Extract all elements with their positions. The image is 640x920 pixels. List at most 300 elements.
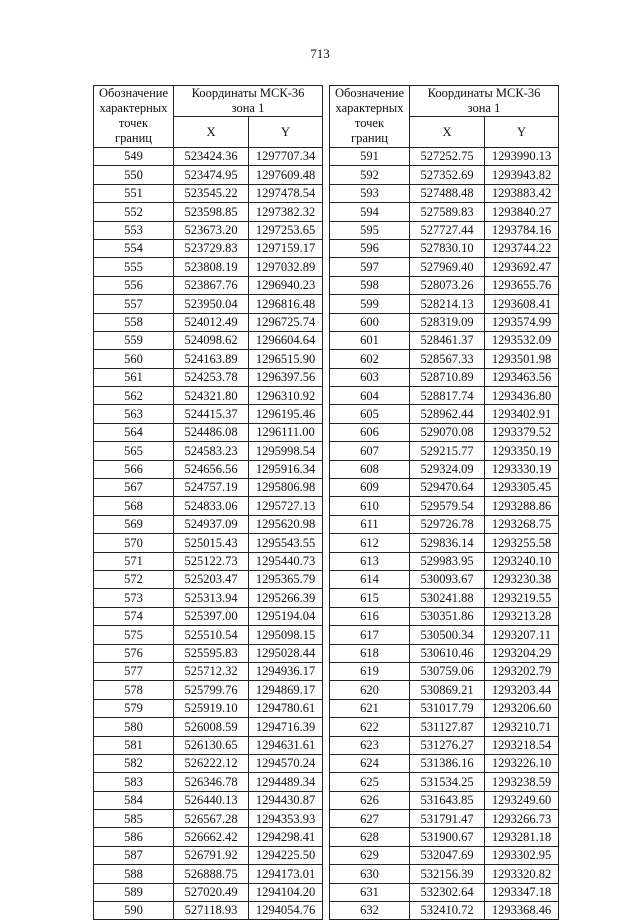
x-cell: 524656.56 [174,460,249,478]
point-id-cell: 553 [94,221,174,239]
point-id-cell: 588 [94,865,174,883]
y-cell: 1296725.74 [249,313,323,331]
y-cell: 1293204.29 [485,644,559,662]
point-id-cell: 594 [330,203,410,221]
y-cell: 1293210.71 [485,718,559,736]
y-cell: 1293206.60 [485,699,559,717]
x-cell: 524253.78 [174,368,249,386]
y-cell: 1293238.59 [485,773,559,791]
point-id-cell: 581 [94,736,174,754]
x-cell: 530241.88 [410,589,485,607]
table-row [94,515,323,533]
point-id-cell: 585 [94,810,174,828]
point-id-cell: 584 [94,791,174,809]
y-cell: 1293379.52 [485,423,559,441]
x-cell: 531643.85 [410,791,485,809]
table-row [330,331,559,349]
point-id-cell: 618 [330,644,410,662]
y-cell: 1293784.16 [485,221,559,239]
y-cell: 1296397.56 [249,368,323,386]
point-id-cell: 592 [330,166,410,184]
y-cell: 1296515.90 [249,350,323,368]
table-row [330,626,559,644]
x-cell: 527727.44 [410,221,485,239]
point-id-cell: 612 [330,534,410,552]
y-cell: 1293266.73 [485,810,559,828]
x-cell: 523950.04 [174,295,249,313]
table-row [330,313,559,331]
point-id-cell: 609 [330,479,410,497]
y-cell: 1294104.20 [249,883,323,901]
y-cell: 1293249.60 [485,791,559,809]
point-id-cell: 631 [330,883,410,901]
point-id-cell: 557 [94,295,174,313]
table-row [330,497,559,515]
point-id-cell: 596 [330,239,410,257]
y-cell: 1293226.10 [485,754,559,772]
table-row [330,350,559,368]
y-cell: 1294716.39 [249,718,323,736]
table-row [94,828,323,846]
x-cell: 524098.62 [174,331,249,349]
x-header: X [410,117,485,148]
x-cell: 526567.28 [174,810,249,828]
y-cell: 1295098.15 [249,626,323,644]
point-id-cell: 624 [330,754,410,772]
table-row [330,773,559,791]
x-cell: 525595.83 [174,644,249,662]
point-id-cell: 604 [330,387,410,405]
y-cell: 1296195.46 [249,405,323,423]
table-row [330,239,559,257]
y-cell: 1294430.87 [249,791,323,809]
table-row [94,460,323,478]
table-row [94,607,323,625]
table-row [330,810,559,828]
table-row [330,460,559,478]
x-cell: 531276.27 [410,736,485,754]
y-cell: 1293268.75 [485,515,559,533]
y-cell: 1293302.95 [485,846,559,864]
coords-header: Координаты МСК-36 зона 1 [174,86,323,117]
x-cell: 524937.09 [174,515,249,533]
y-cell: 1294570.24 [249,754,323,772]
table-row [94,865,323,883]
x-cell: 532156.39 [410,865,485,883]
y-cell: 1296940.23 [249,276,323,294]
point-id-cell: 556 [94,276,174,294]
x-cell: 525313.94 [174,589,249,607]
x-cell: 529579.54 [410,497,485,515]
point-id-cell: 602 [330,350,410,368]
x-cell: 524321.80 [174,387,249,405]
table-row [94,883,323,901]
y-cell: 1297382.32 [249,203,323,221]
point-id-cell: 619 [330,662,410,680]
table-row [94,203,323,221]
y-cell: 1295620.98 [249,515,323,533]
point-id-cell: 576 [94,644,174,662]
point-id-cell: 630 [330,865,410,883]
y-cell: 1293574.99 [485,313,559,331]
y-cell: 1297478.54 [249,184,323,202]
point-id-cell: 565 [94,442,174,460]
y-cell: 1293990.13 [485,148,559,166]
y-cell: 1296816.48 [249,295,323,313]
table-row [330,258,559,276]
table-row [94,350,323,368]
table-row [330,736,559,754]
table-row [330,644,559,662]
x-cell: 526346.78 [174,773,249,791]
point-id-cell: 629 [330,846,410,864]
point-id-cell: 597 [330,258,410,276]
x-cell: 526130.65 [174,736,249,754]
x-cell: 528567.33 [410,350,485,368]
x-cell: 529215.77 [410,442,485,460]
y-cell: 1293207.11 [485,626,559,644]
table-row [330,276,559,294]
y-cell: 1296310.92 [249,387,323,405]
point-id-cell: 603 [330,368,410,386]
point-id-cell: 549 [94,148,174,166]
coordinates-table-right [329,85,559,920]
y-cell: 1294173.01 [249,865,323,883]
table-row [330,423,559,441]
x-cell: 525015.43 [174,534,249,552]
point-id-cell: 607 [330,442,410,460]
x-cell: 531791.47 [410,810,485,828]
point-label-header: Обозначение характерных точек границ [330,86,410,148]
y-cell: 1294298.41 [249,828,323,846]
table-row [94,846,323,864]
table-row [330,883,559,901]
y-cell: 1295194.04 [249,607,323,625]
point-id-cell: 560 [94,350,174,368]
point-id-cell: 608 [330,460,410,478]
table-row [330,515,559,533]
point-id-cell: 615 [330,589,410,607]
point-label-header: Обозначение характерных точек границ [94,86,174,148]
x-cell: 528319.09 [410,313,485,331]
y-cell: 1293203.44 [485,681,559,699]
y-cell: 1294225.50 [249,846,323,864]
y-cell: 1294054.76 [249,902,323,920]
x-cell: 528214.13 [410,295,485,313]
x-cell: 532047.69 [410,846,485,864]
table-row [330,184,559,202]
table-row [330,607,559,625]
table-row [94,276,323,294]
x-cell: 524163.89 [174,350,249,368]
x-cell: 530351.86 [410,607,485,625]
x-cell: 528817.74 [410,387,485,405]
y-cell: 1293744.22 [485,239,559,257]
point-id-cell: 583 [94,773,174,791]
x-cell: 528461.37 [410,331,485,349]
x-cell: 525397.00 [174,607,249,625]
x-cell: 530500.34 [410,626,485,644]
y-cell: 1294780.61 [249,699,323,717]
x-cell: 525122.73 [174,552,249,570]
y-cell: 1293350.19 [485,442,559,460]
point-id-cell: 601 [330,331,410,349]
y-cell: 1297159.17 [249,239,323,257]
x-header: X [174,117,249,148]
point-id-cell: 599 [330,295,410,313]
point-id-cell: 621 [330,699,410,717]
table-row [330,368,559,386]
y-cell: 1293883.42 [485,184,559,202]
point-id-cell: 591 [330,148,410,166]
table-row [94,754,323,772]
y-cell: 1293368.46 [485,902,559,920]
point-id-cell: 578 [94,681,174,699]
y-cell: 1295543.55 [249,534,323,552]
point-id-cell: 611 [330,515,410,533]
x-cell: 524757.19 [174,479,249,497]
x-cell: 527020.49 [174,883,249,901]
table-row [94,718,323,736]
point-id-cell: 605 [330,405,410,423]
table-row [330,221,559,239]
table-row [94,387,323,405]
x-cell: 528962.44 [410,405,485,423]
table-row [330,405,559,423]
point-id-cell: 587 [94,846,174,864]
table-row [94,589,323,607]
x-cell: 527488.48 [410,184,485,202]
y-cell: 1295028.44 [249,644,323,662]
y-cell: 1295440.73 [249,552,323,570]
point-id-cell: 598 [330,276,410,294]
x-cell: 531900.67 [410,828,485,846]
point-id-cell: 562 [94,387,174,405]
point-id-cell: 552 [94,203,174,221]
table-row [94,368,323,386]
x-cell: 528073.26 [410,276,485,294]
point-id-cell: 593 [330,184,410,202]
point-id-cell: 617 [330,626,410,644]
table-row [94,644,323,662]
point-id-cell: 559 [94,331,174,349]
y-cell: 1295266.39 [249,589,323,607]
table-body-right [330,148,559,920]
table-row [94,773,323,791]
x-cell: 527252.75 [410,148,485,166]
x-cell: 532302.64 [410,883,485,901]
point-id-cell: 571 [94,552,174,570]
point-id-cell: 582 [94,754,174,772]
table-row [94,902,323,920]
x-cell: 532410.72 [410,902,485,920]
table-row [330,442,559,460]
y-cell: 1293347.18 [485,883,559,901]
x-cell: 523424.36 [174,148,249,166]
table-row [94,331,323,349]
point-id-cell: 620 [330,681,410,699]
y-cell: 1296604.64 [249,331,323,349]
y-cell: 1293436.80 [485,387,559,405]
point-id-cell: 622 [330,718,410,736]
y-cell: 1293240.10 [485,552,559,570]
y-cell: 1293305.45 [485,479,559,497]
x-cell: 531127.87 [410,718,485,736]
y-header: Y [485,117,559,148]
table-row [330,552,559,570]
page-number: 713 [310,46,330,61]
table-row [330,387,559,405]
table-row [330,534,559,552]
point-id-cell: 580 [94,718,174,736]
y-cell: 1293219.55 [485,589,559,607]
table-row [330,754,559,772]
y-cell: 1293213.28 [485,607,559,625]
x-cell: 529470.64 [410,479,485,497]
x-cell: 525203.47 [174,570,249,588]
point-id-cell: 627 [330,810,410,828]
table-row [330,699,559,717]
y-cell: 1293655.76 [485,276,559,294]
y-cell: 1293230.38 [485,570,559,588]
x-cell: 526008.59 [174,718,249,736]
point-id-cell: 623 [330,736,410,754]
point-id-cell: 570 [94,534,174,552]
x-cell: 527352.69 [410,166,485,184]
x-cell: 527118.93 [174,902,249,920]
x-cell: 530610.46 [410,644,485,662]
x-cell: 526888.75 [174,865,249,883]
y-cell: 1295916.34 [249,460,323,478]
x-cell: 523729.83 [174,239,249,257]
y-cell: 1294869.17 [249,681,323,699]
point-id-cell: 614 [330,570,410,588]
point-id-cell: 610 [330,497,410,515]
table-row [330,681,559,699]
point-id-cell: 616 [330,607,410,625]
table-row [94,681,323,699]
y-cell: 1293218.54 [485,736,559,754]
y-cell: 1297707.34 [249,148,323,166]
table-row [330,166,559,184]
y-cell: 1296111.00 [249,423,323,441]
point-id-cell: 586 [94,828,174,846]
point-id-cell: 550 [94,166,174,184]
x-cell: 527589.83 [410,203,485,221]
x-cell: 524012.49 [174,313,249,331]
x-cell: 523598.85 [174,203,249,221]
table-row [330,203,559,221]
point-id-cell: 600 [330,313,410,331]
x-cell: 525712.32 [174,662,249,680]
table-row [94,295,323,313]
table-row [330,662,559,680]
x-cell: 531386.16 [410,754,485,772]
table-row [94,221,323,239]
table-row [94,552,323,570]
point-id-cell: 554 [94,239,174,257]
y-cell: 1295806.98 [249,479,323,497]
y-cell: 1297609.48 [249,166,323,184]
table-row [94,313,323,331]
table-row [94,570,323,588]
table-row [94,258,323,276]
point-id-cell: 590 [94,902,174,920]
point-id-cell: 564 [94,423,174,441]
x-cell: 525919.10 [174,699,249,717]
table-row [330,148,559,166]
x-cell: 529726.78 [410,515,485,533]
x-cell: 525799.76 [174,681,249,699]
x-cell: 529324.09 [410,460,485,478]
x-cell: 526440.13 [174,791,249,809]
point-id-cell: 577 [94,662,174,680]
y-cell: 1293330.19 [485,460,559,478]
table-row [94,497,323,515]
y-cell: 1293463.56 [485,368,559,386]
table-row [330,479,559,497]
y-cell: 1294936.17 [249,662,323,680]
y-cell: 1293692.47 [485,258,559,276]
table-row [330,791,559,809]
point-id-cell: 555 [94,258,174,276]
x-cell: 529836.14 [410,534,485,552]
coordinates-tables [93,85,559,920]
table-row [330,295,559,313]
x-cell: 524486.08 [174,423,249,441]
y-cell: 1294489.34 [249,773,323,791]
x-cell: 530869.21 [410,681,485,699]
x-cell: 526791.92 [174,846,249,864]
point-id-cell: 595 [330,221,410,239]
x-cell: 523808.19 [174,258,249,276]
x-cell: 527830.10 [410,239,485,257]
table-body-left [94,148,323,920]
y-cell: 1293288.86 [485,497,559,515]
point-id-cell: 606 [330,423,410,441]
table-row [94,479,323,497]
y-cell: 1297253.65 [249,221,323,239]
y-cell: 1295998.54 [249,442,323,460]
point-id-cell: 567 [94,479,174,497]
table-row [330,865,559,883]
x-cell: 528710.89 [410,368,485,386]
point-id-cell: 574 [94,607,174,625]
x-cell: 530759.06 [410,662,485,680]
table-row [330,589,559,607]
table-row [94,442,323,460]
table-row [330,570,559,588]
x-cell: 523474.95 [174,166,249,184]
point-id-cell: 589 [94,883,174,901]
table-row [94,423,323,441]
point-id-cell: 628 [330,828,410,846]
table-row [94,166,323,184]
point-id-cell: 563 [94,405,174,423]
point-id-cell: 551 [94,184,174,202]
table-row [94,239,323,257]
x-cell: 524833.06 [174,497,249,515]
x-cell: 529070.08 [410,423,485,441]
x-cell: 524415.37 [174,405,249,423]
x-cell: 531017.79 [410,699,485,717]
table-row [330,846,559,864]
x-cell: 530093.67 [410,570,485,588]
point-id-cell: 566 [94,460,174,478]
x-cell: 527969.40 [410,258,485,276]
y-cell: 1293255.58 [485,534,559,552]
x-cell: 524583.23 [174,442,249,460]
